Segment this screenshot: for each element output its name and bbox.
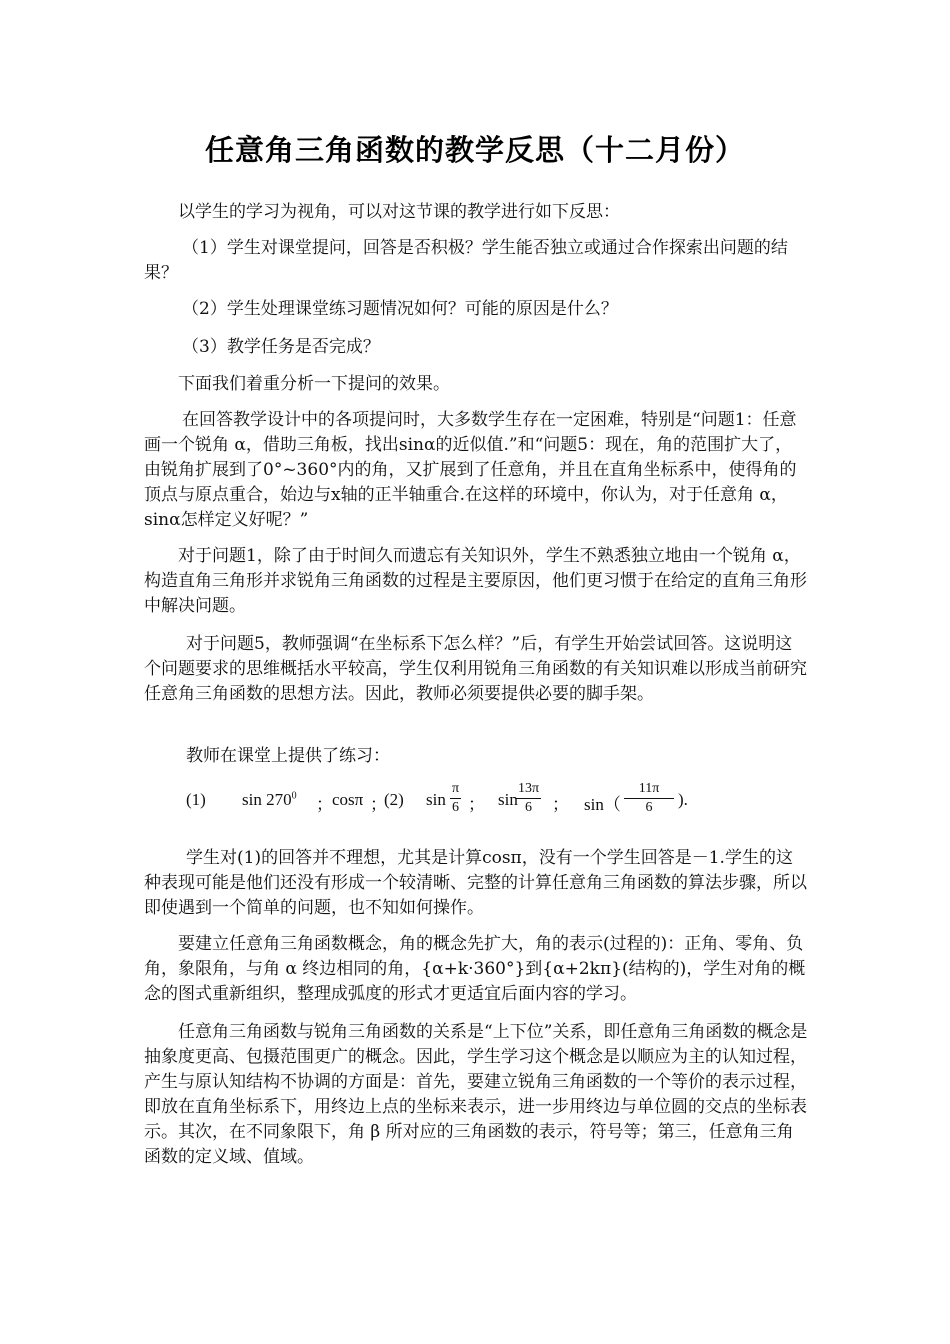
formula-sep: ；	[370, 795, 387, 814]
formula-cospi: cosπ	[332, 790, 364, 809]
fraction-pi-over-6: $\frac{\pi}{6}$	[452, 781, 460, 815]
fraction-neg-11pi-over-6: $\frac{11\pi}{6}$	[624, 780, 674, 817]
formula-sin-open: sin（	[584, 795, 621, 814]
formula-sin: sin	[498, 790, 518, 809]
exercise-formula	[186, 778, 746, 828]
formula-sin270: $\sin 270^0$	[242, 790, 297, 809]
paragraph-question-2: （2）学生处理课堂练习题情况如何？可能的原因是什么？	[182, 299, 618, 319]
document-title: 任意角三角函数的教学反思（十二月份）	[204, 133, 745, 167]
formula-sep: ；	[468, 795, 485, 814]
paragraph-analysis-intro: 下面我们着重分析一下提问的效果。	[178, 374, 450, 394]
paragraph-problem-5: 对于问题5，教师强调“在坐标系下怎么样？”后，有学生开始尝试回答。这说明这个问题要求的思维概括水平较高，学生仅利用锐角三角函数的有关知识难以形成当前研究任意角三角函数的思想方法。因此，教师必须要提供必要的脚手架。	[144, 634, 807, 704]
paragraph-relationship: 任意角三角函数与锐角三角函数的关系是“上下位”关系，即任意角三角函数的概念是抽象度更高、包摄范围更广的概念。因此，学生学习这个概念是以顺应为主的认知过程，产生与原认知结构不协调的方面是：首先，要建立锐角三角函数的一个等价的表示过程，即放在直角坐标系下，用终边上点的坐标来表示，进一步用终边与单位圆的交点的坐标表示。其次，在不同象限下，角 β 所对应的三角函数的表示，符号等；第三，任意角三角函数的定义域、值域。	[144, 1022, 808, 1167]
formula-sep: ；	[316, 795, 333, 814]
paragraph-problem-1: 对于问题1，除了由于时间久而遗忘有关知识外，学生不熟悉独立地由一个锐角 α，构造直角三角形并求锐角三角函数的过程是主要原因，他们更习惯于在给定的直角三角形中解决问题。	[144, 546, 807, 616]
paragraph-question-1: （1）学生对课堂提问，回答是否积极？学生能否独立或通过合作探索出问题的结果？	[144, 238, 788, 283]
paragraph-question-3: （3）教学任务是否完成？	[182, 337, 380, 357]
formula-part2-label: (2)	[384, 790, 404, 809]
formula-close: ).	[678, 790, 688, 809]
paragraph-student-response: 学生对(1)的回答并不理想，尤其是计算cosπ，没有一个学生回答是－1.学生的这种表现可能是他们还没有形成一个较清晰、完整的计算任意角三角函数的算法步骤，所以即使遇到一个简单的问题，也不知如何操作。	[144, 848, 807, 918]
paragraph-intro: 以学生的学习为视角，可以对这节课的教学进行如下反思：	[178, 202, 620, 222]
fraction-13pi-over-6: $\frac{13\pi}{6}$	[518, 781, 540, 815]
paragraph-difficulty: 在回答教学设计中的各项提问时，大多数学生存在一定困难，特别是“问题1：任意画一个锐角 α，借助三角板，找出sinα的近似值.”和“问题5：现在，角的范围扩大了，由锐角扩展到了0°~360°内的角，又扩展到了任意角，并且在直角坐标系中，使得角的顶点与原点重合，始边与x轴的正半轴重合.在这样的环境中，你认为，对于任意角 α，sinα怎样定义好呢？”	[144, 410, 797, 530]
formula-sin: sin	[426, 790, 446, 809]
formula-sep: ；	[552, 795, 569, 814]
paragraph-angle-concept: 要建立任意角三角函数概念，角的概念先扩大，角的表示(过程的)：正角、零角、负角，象限角，与角 α 终边相同的角，{α+k·360°}到{α+2kπ}(结构的)，学生对角的概念的图式重新组织，整理成弧度的形式才更适宜后面内容的学习。	[144, 934, 806, 1004]
paragraph-exercise-intro: 教师在课堂上提供了练习：	[186, 746, 390, 766]
formula-part1-label: (1)	[186, 790, 206, 809]
